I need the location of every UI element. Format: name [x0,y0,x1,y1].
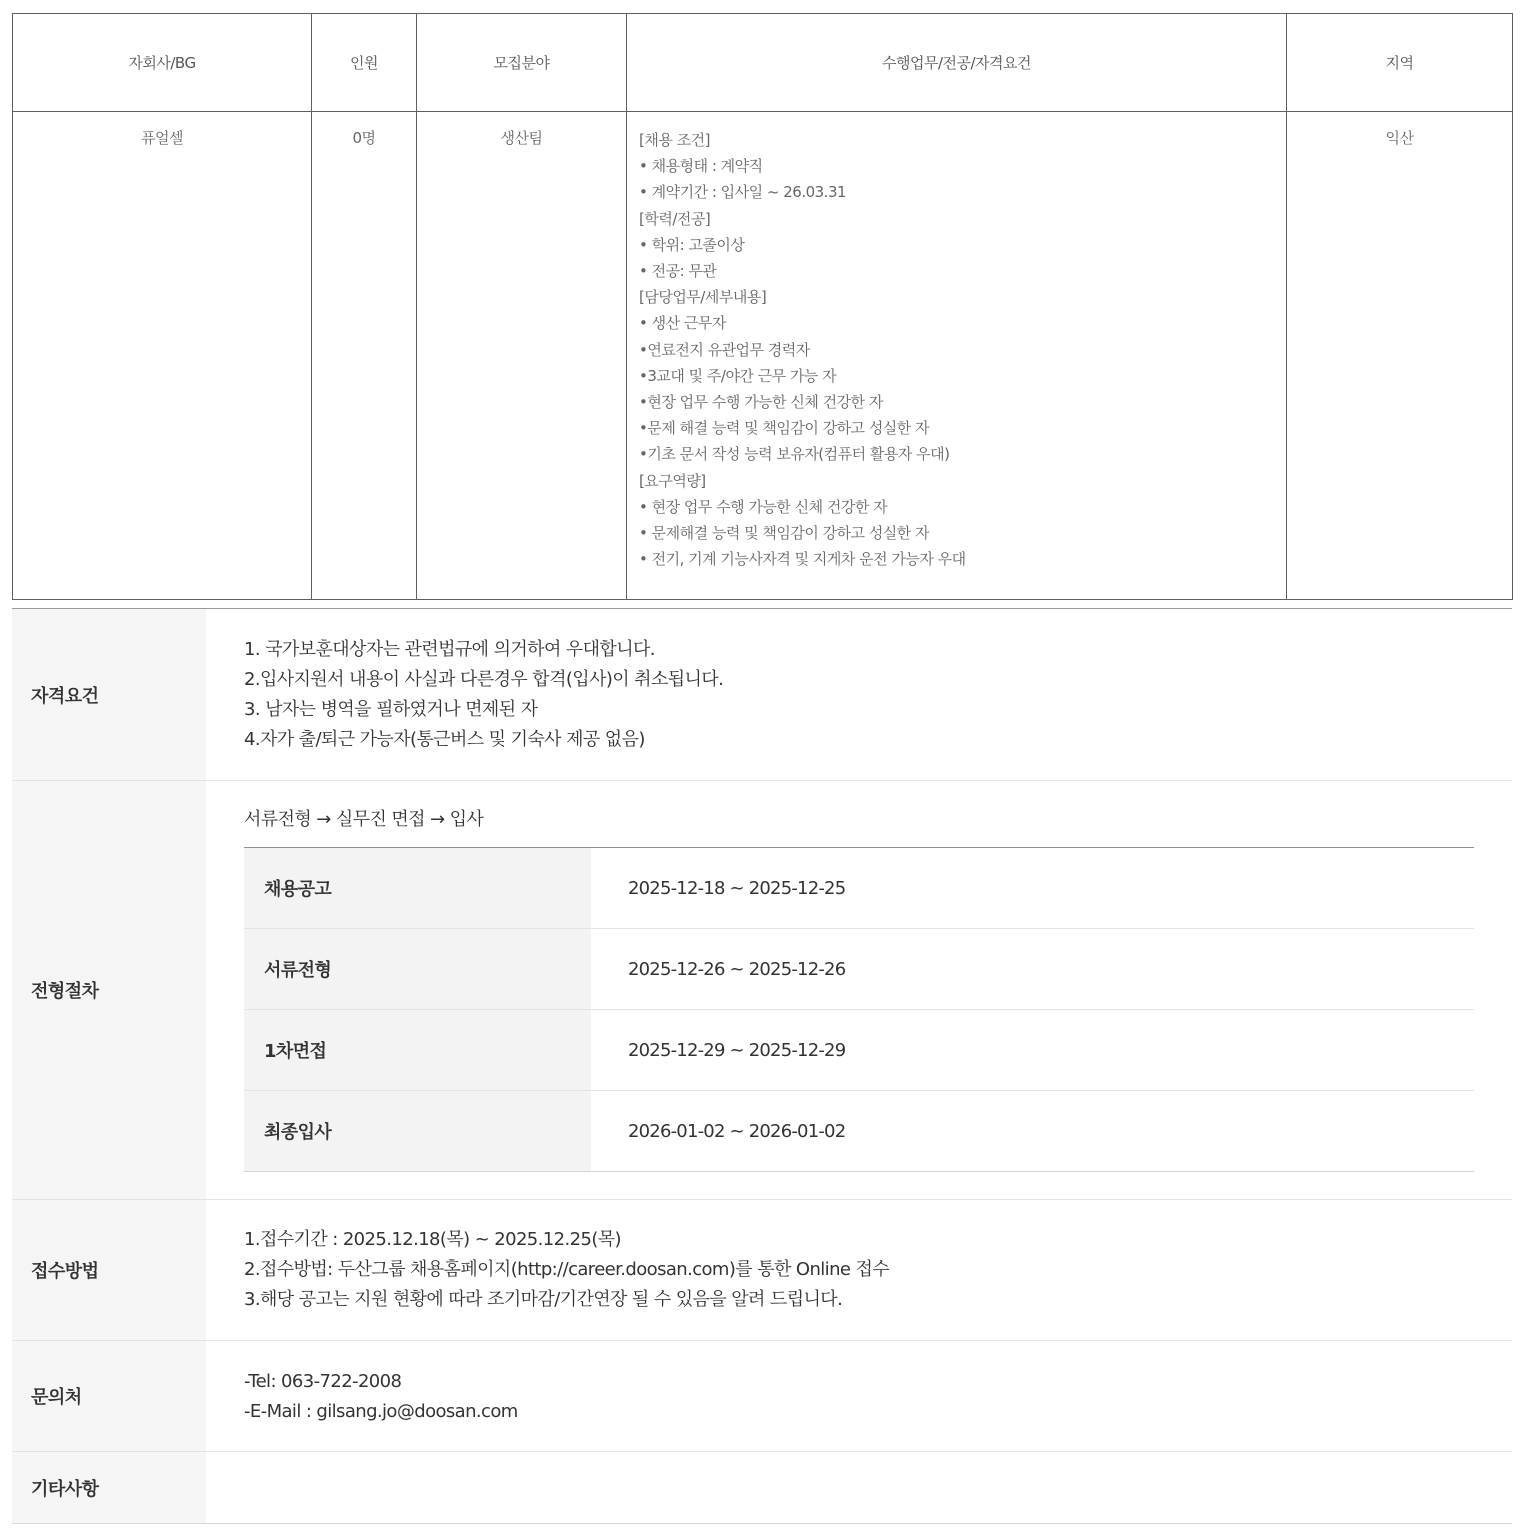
application-line: 2.접수방법: 두산그룹 채용홈페이지(http://career.doosan.com)를 통한 Online 접수 [244,1259,890,1280]
duty-line: •문제 해결 능력 및 책임감이 강하고 성실한 자 [639,419,930,438]
duty-line: •현장 업무 수행 가능한 신체 건강한 자 [639,393,883,412]
duty-line: • 생산 근무자 [639,314,726,333]
info-table [12,608,1512,1524]
table-row [244,848,1474,929]
table-row [244,1010,1474,1091]
contact-row [12,1341,1512,1452]
step-name: 1차면접 [244,1010,591,1091]
table-row [244,929,1474,1010]
process-flow: 서류전형 → 실무진 면접 → 입사 [244,809,484,830]
step-period: 2025-12-18 ~ 2025-12-25 [628,877,846,899]
cell-field: 생산팀 [417,112,627,600]
duty-line: [요구역량] [639,471,706,490]
etc-label: 기타사항 [12,1452,206,1523]
application-row [12,1200,1512,1341]
duty-line: • 학위: 고졸이상 [639,235,745,254]
step-name: 채용공고 [244,848,591,929]
qualification-line: 4.자가 출/퇴근 가능자(통근버스 및 기숙사 제공 없음) [244,729,645,750]
cell-company: 퓨얼셀 [13,112,312,600]
application-line: 3.해당 공고는 지원 현황에 따라 조기마감/기간연장 될 수 있음을 알려 드립니다. [244,1289,843,1310]
step-period: 2025-12-26 ~ 2025-12-26 [591,929,1474,1010]
etc-row [12,1452,1512,1524]
process-row [12,781,1512,1200]
process-content [206,781,1512,1199]
contact-content [206,1341,1512,1451]
qualifications-row [12,609,1512,781]
duty-line: •연료전지 유관업무 경력자 [639,340,810,359]
process-steps-table [244,847,1474,1172]
qualification-line: 3. 남자는 병역을 필하였거나 면제된 자 [244,699,538,720]
step-name: 최종입사 [244,1091,591,1172]
cell-duties [627,112,1287,600]
duty-line: • 계약기간 : 입사일 ~ 26.03.31 [639,183,847,202]
application-line: 1.접수기간 : 2025.12.18(목) ~ 2025.12.25(목) [244,1229,621,1250]
step-period: 2026-01-02 ~ 2026-01-02 [591,1091,1474,1172]
duty-line: • 전공: 무관 [639,262,717,281]
duty-line: [채용 조건] [639,131,710,149]
table-row [13,112,1513,600]
etc-content [206,1452,1512,1523]
qualification-line: 2.입사지원서 내용이 사실과 다른경우 합격(입사)이 취소됩니다. [244,669,724,690]
qualifications-label: 자격요건 [12,609,206,780]
header-duties: 수행업무/전공/자격요건 [627,14,1287,112]
header-region: 지역 [1287,14,1513,112]
contact-phone: -Tel: 063-722-2008 [244,1371,402,1392]
table-row [244,1091,1474,1172]
header-headcount: 인원 [312,14,417,112]
contact-label: 문의처 [12,1341,206,1451]
step-period: 2025-12-29 ~ 2025-12-29 [591,1010,1474,1091]
cell-headcount: 0명 [312,112,417,600]
duty-line: [담당업무/세부내용] [639,288,767,307]
qualifications-content [206,609,1512,780]
contact-email: -E-Mail : gilsang.jo@doosan.com [244,1401,518,1422]
process-label: 전형절차 [12,781,206,1199]
qualification-line: 1. 국가보훈대상자는 관련법규에 의거하여 우대합니다. [244,639,655,660]
duty-line: • 전기, 기계 기능사자격 및 지게차 운전 가능자 우대 [639,550,966,569]
header-field: 모집분야 [417,14,627,112]
duty-line: • 채용형태 : 계약직 [639,157,763,176]
recruitment-table [12,13,1513,600]
duty-line: •3교대 및 주/야간 근무 가능 자 [639,366,837,385]
duty-line: [학력/전공] [639,209,711,228]
header-company: 자회사/BG [13,14,312,112]
cell-region: 익산 [1287,112,1513,600]
duty-line: • 문제해결 능력 및 책임감이 강하고 성실한 자 [639,524,930,543]
step-name: 서류전형 [244,929,591,1010]
duty-line: •기초 문서 작성 능력 보유자(컴퓨터 활용자 우대) [639,445,950,464]
application-label: 접수방법 [12,1200,206,1340]
duty-line: • 현장 업무 수행 가능한 신체 건강한 자 [639,497,888,516]
recruitment-table-header [13,14,1513,112]
application-content [206,1200,1512,1340]
